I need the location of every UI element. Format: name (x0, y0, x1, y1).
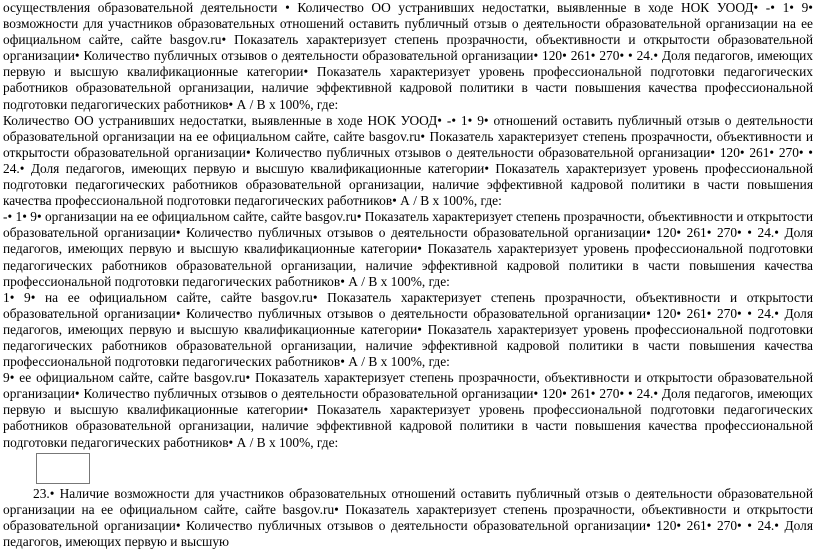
paragraph-4: 1• 9• на ее официальном сайте, сайте basgov.ru• Показатель характеризует степень прозрачности, объективности и открытости образовательной организации• Количество публичных отзывов о деятельности образовательной организации• 120• 261• 270• • 24.• Доля педагогов, имеющих первую и высшую квалификационные категории• Показатель характеризует уровень профессиональной подготовки педагогических работников образовательной организации, наличие эффективной кадровой политики в части повышения качества профессиональной подготовки педагогических работников• А / В х 100%, где: (3, 289, 813, 370)
paragraph-3: -• 1• 9• организации на ее официальном сайте, сайте basgov.ru• Показатель характеризует степень прозрачности, объективности и открытости образовательной организации• Количество публичных отзывов о деятельности образовательной организации• 120• 261• 270• • 24.• Доля педагогов, имеющих первую и высшую квалификационные категории• Показатель характеризует уровень профессиональной подготовки педагогических работников образовательной организации, наличие эффективной кадровой политики в части повышения качества профессиональной подготовки педагогических работников• А / В х 100%, где: (3, 209, 813, 289)
empty-table-cell (36, 453, 90, 484)
paragraph-2: Количество ОО устранивших недостатки, выявленные в ходе НОК УООД• -• 1• 9• отношений оставить публичный отзыв о деятельности образовательной организации на ее официальном сайте, сайте basgov.ru• Показатель характеризует степень прозрачности, объективности и открытости образовательной организации• Количество публичных отзывов о деятельности образовательной организации• 120• 261• 270• • 24.• Доля педагогов, имеющих первую и высшую квалификационные категории• Показатель характеризует уровень профессиональной подготовки педагогических работников образовательной организации, наличие эффективной кадровой политики в части повышения качества профессиональной подготовки педагогических работников• А / В х 100%, где: (3, 112, 813, 209)
paragraph-5: 9• ее официальном сайте, сайте basgov.ru• Показатель характеризует степень прозрачности, объективности и открытости образовательной организации• Количество публичных отзывов о деятельности образовательной организации• 120• 261• 270• • 24.• Доля педагогов, имеющих первую и высшую квалификационные категории• Показатель характеризует уровень профессиональной подготовки педагогических работников образовательной организации, наличие эффективной кадровой политики в части повышения качества профессиональной подготовки педагогических работников• А / В х 100%, где: (3, 370, 813, 450)
paragraph-1: осуществления образовательной деятельности • Количество ОО устранивших недостатки, выявленные в ходе НОК УООД• -• 1• 9• возможности для участников образовательных отношений оставить публичный отзыв о деятельности образовательной организации на ее официальном сайте, сайте basgov.ru• Показатель характеризует степень прозрачности, объективности и открытости образовательной организации• Количество публичных отзывов о деятельности образовательной организации• 120• 261• 270• • 24.• Доля педагогов, имеющих первую и высшую квалификационные категории• Показатель характеризует уровень профессиональной подготовки педагогических работников образовательной организации, наличие эффективной кадровой политики в части повышения качества профессиональной подготовки педагогических работников• А / В х 100%, где: (3, 0, 813, 112)
paragraph-23: 23.• Наличие возможности для участников образовательных отношений оставить публичный отзыв о деятельности образовательной организации на ее официальном сайте, сайте basgov.ru• Показатель характеризует степень прозрачности, объективности и открытости образовательной организации• Количество публичных отзывов о деятельности образовательной организации• 120• 261• 270• • 24.• Доля педагогов, имеющих первую и высшую (3, 485, 813, 549)
